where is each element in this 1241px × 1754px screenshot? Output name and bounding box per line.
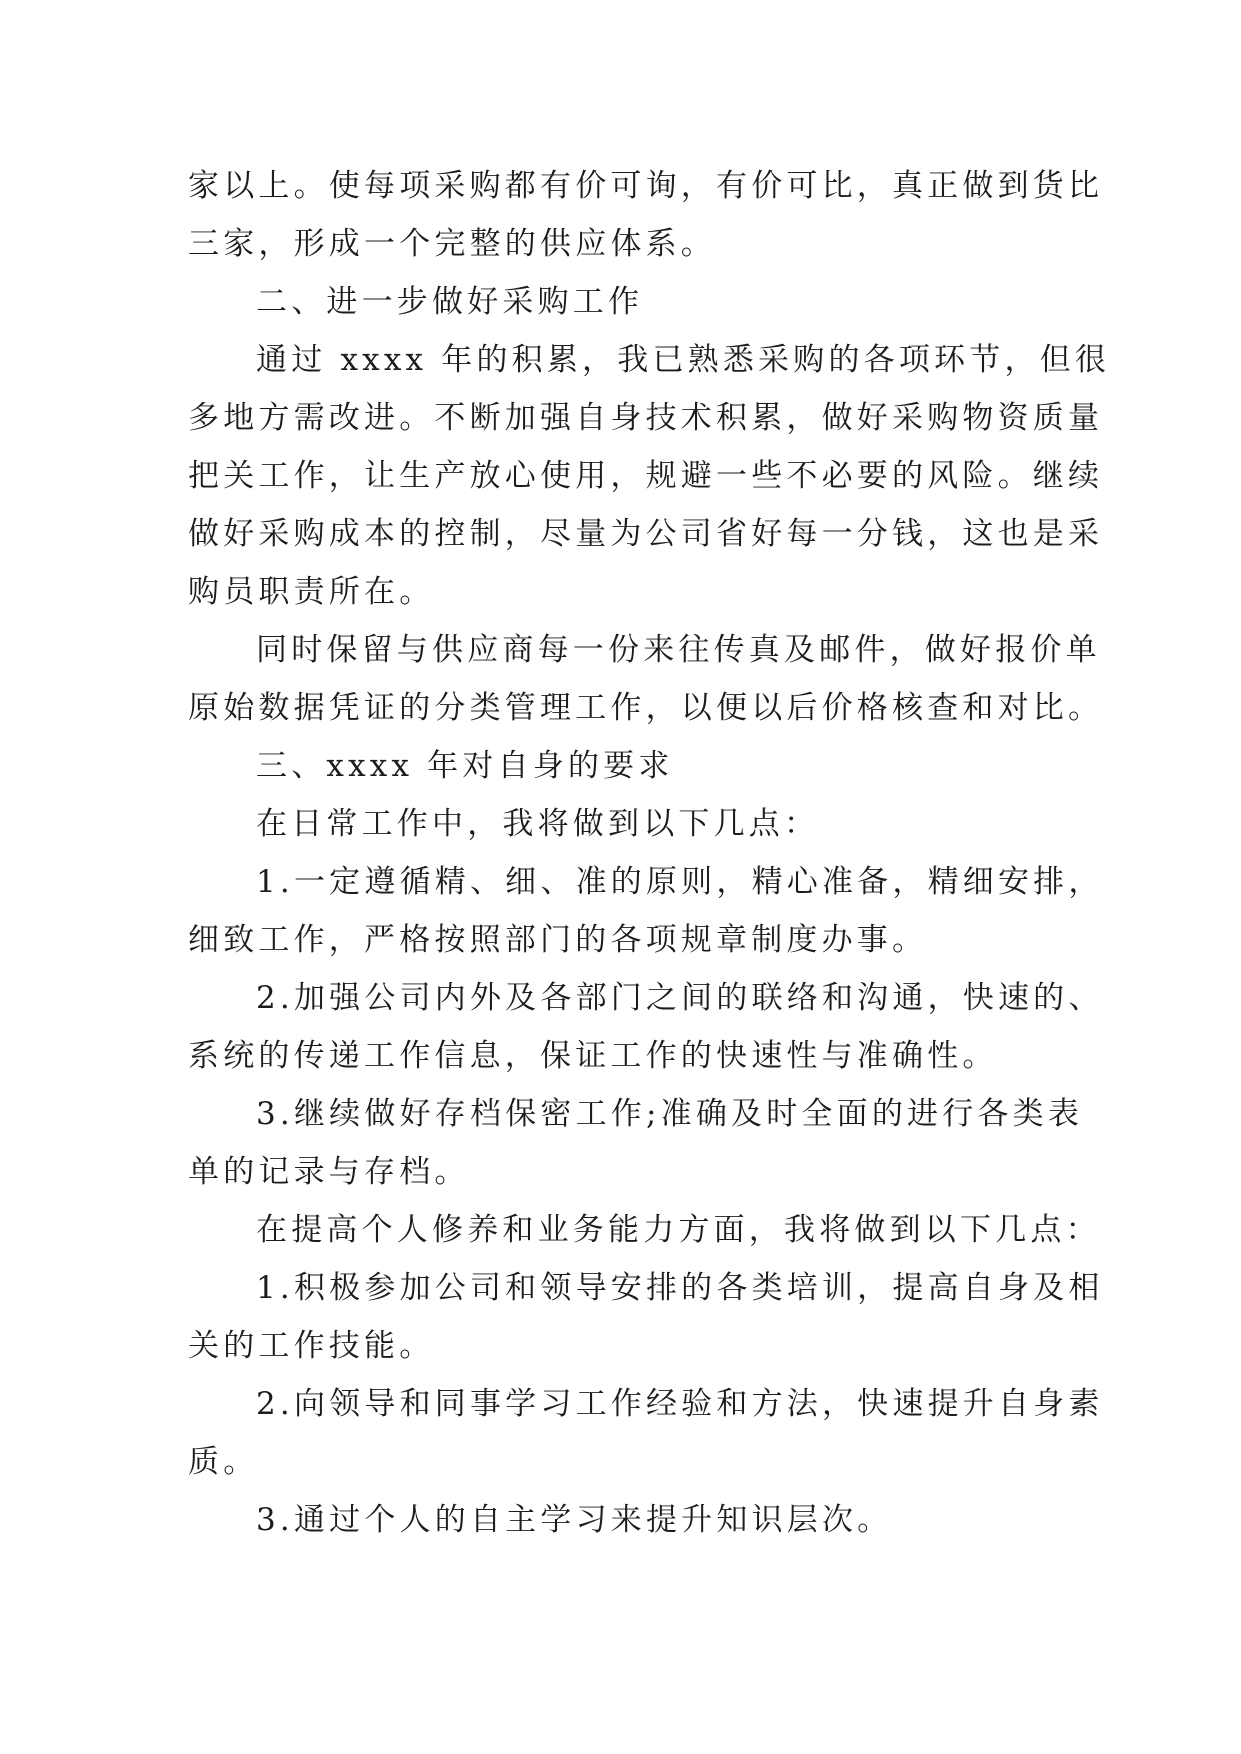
section-heading: 三、xxxx 年对自身的要求	[256, 748, 674, 784]
list-item-line: 单的记录与存档。	[188, 1154, 470, 1190]
paragraph-line: 家以上。使每项采购都有价可询，有价可比，真正做到货比	[188, 168, 1104, 204]
paragraph-line: 三家，形成一个完整的供应体系。	[188, 226, 716, 262]
list-item-line: 细致工作，严格按照部门的各项规章制度办事。	[188, 922, 928, 958]
paragraph-line: 做好采购成本的控制，尽量为公司省好每一分钱，这也是采	[188, 516, 1104, 552]
list-item-line: 系统的传递工作信息，保证工作的快速性与准确性。	[188, 1038, 998, 1074]
paragraph-line: 在提高个人修养和业务能力方面，我将做到以下几点：	[256, 1212, 1101, 1248]
list-item-line: 2.向领导和同事学习工作经验和方法，快速提升自身素	[256, 1386, 1104, 1422]
section-heading: 二、进一步做好采购工作	[256, 284, 644, 320]
paragraph-line: 多地方需改进。不断加强自身技术积累，做好采购物资质量	[188, 400, 1104, 436]
list-item-line: 1.积极参加公司和领导安排的各类培训，提高自身及相	[256, 1270, 1104, 1306]
paragraph-line: 同时保留与供应商每一份来往传真及邮件，做好报价单	[256, 632, 1101, 668]
paragraph-line: 原始数据凭证的分类管理工作，以便以后价格核查和对比。	[188, 690, 1104, 726]
list-item-line: 关的工作技能。	[188, 1328, 435, 1364]
paragraph-line: 把关工作，让生产放心使用，规避一些不必要的风险。继续	[188, 458, 1104, 494]
list-item-line: 1.一定遵循精、细、准的原则，精心准备，精细安排，	[256, 864, 1104, 900]
list-item-line: 2.加强公司内外及各部门之间的联络和沟通，快速的、	[256, 980, 1104, 1016]
paragraph-line: 购员职责所在。	[188, 574, 435, 610]
list-item-line: 3.继续做好存档保密工作;准确及时全面的进行各类表	[256, 1096, 1084, 1132]
list-item-line: 质。	[188, 1444, 259, 1480]
paragraph-line: 在日常工作中，我将做到以下几点：	[256, 806, 820, 842]
list-item-line: 3.通过个人的自主学习来提升知识层次。	[256, 1502, 893, 1538]
paragraph-line: 通过 xxxx 年的积累，我已熟悉采购的各项环节，但很	[256, 342, 1111, 378]
